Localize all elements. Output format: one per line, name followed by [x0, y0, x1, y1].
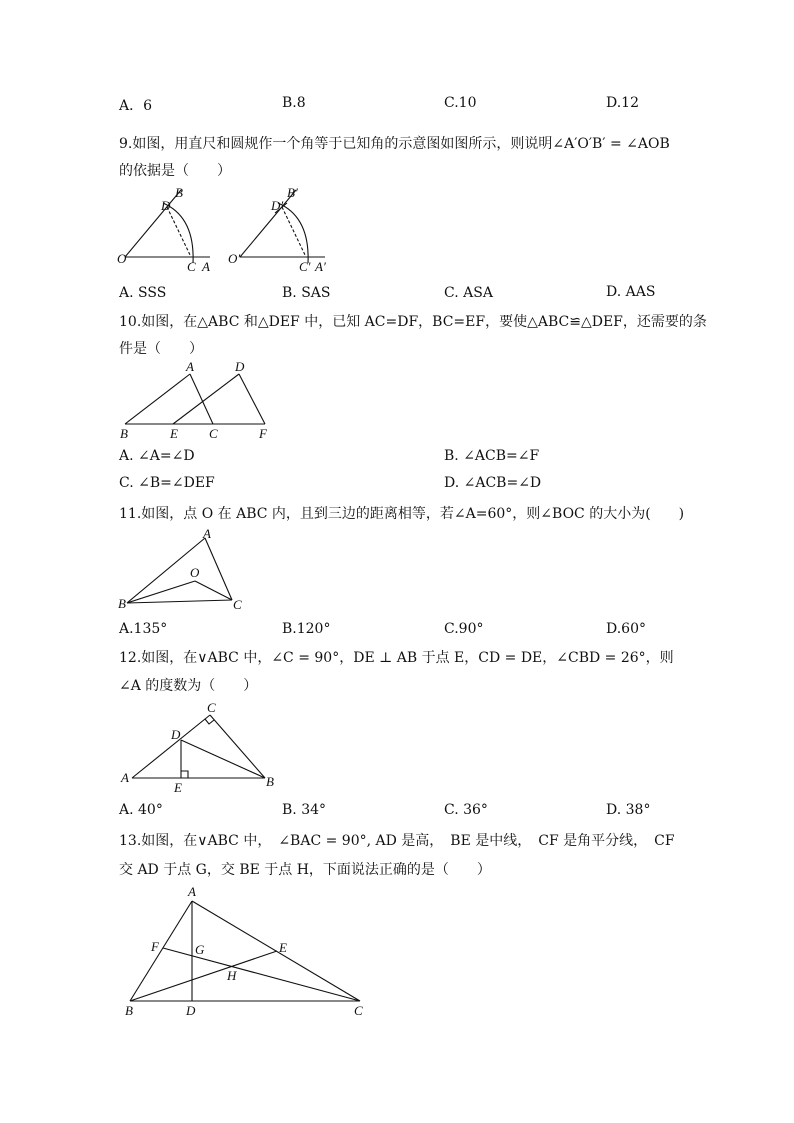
q11-figure	[115, 528, 255, 613]
q12-option-d: D. 38°	[606, 802, 651, 818]
q10-segment-ed	[173, 374, 239, 424]
q11-option-c: C.90°	[444, 621, 484, 637]
q12-label-e: E	[174, 780, 182, 795]
q10-figure	[115, 359, 285, 442]
q13-label-e: E	[279, 940, 287, 955]
q13-figure	[115, 883, 375, 1023]
q12-label-b: B	[266, 774, 274, 789]
q8-option-c: C.10	[444, 95, 477, 111]
q9-option-b: B. SAS	[282, 285, 331, 301]
q9-stem-line1: 9.如图，用直尺和圆规作一个角等于已知角的示意图如图所示，则说明∠A′O′B′ = ∠AOB	[119, 136, 670, 152]
q12-label-d: D	[171, 727, 181, 742]
q13-label-c: C	[354, 1003, 363, 1018]
q13-stem-line1: 13.如图，在∨ABC 中， ∠BAC = 90°, AD 是高， BE 是中线， CF 是角平分线， CF	[119, 833, 675, 849]
q12-stem-line1: 12.如图，在∨ABC 中，∠C = 90°，DE ⊥ AB 于点 E，CD = DE，∠CBD = 26°，则	[119, 650, 674, 666]
q11-segment-bo	[127, 581, 195, 603]
q11-segment-bc	[127, 600, 232, 603]
q13-label-a: A	[188, 884, 196, 899]
q12-label-c: C	[207, 700, 216, 715]
q10-label-d: D	[235, 359, 245, 374]
q11-option-d: D.60°	[606, 621, 646, 637]
q10-option-d: D. ∠ACB=∠D	[444, 475, 542, 491]
q9-label-c: C	[187, 259, 196, 274]
q12-label-a: A	[121, 770, 129, 785]
q12-option-a: A. 40°	[119, 802, 163, 818]
q11-option-b: B.120°	[282, 621, 331, 637]
q11-label-b: B	[118, 596, 126, 611]
q12-figure	[115, 700, 285, 795]
q9-option-d: D. AAS	[606, 284, 656, 300]
q10-label-a: A	[186, 359, 194, 374]
q10-segment-ac	[190, 374, 213, 424]
q12-segment-db	[181, 740, 265, 778]
q11-label-a: A	[203, 526, 211, 541]
q9-ray-ob	[125, 190, 181, 257]
q9-stem-line2: 的依据是（ ）	[119, 163, 231, 179]
q13-label-g: G	[195, 942, 205, 957]
q10-label-b: B	[120, 426, 128, 441]
q9-label-o-prime: O′	[228, 251, 241, 266]
q8-option-d: D.12	[606, 95, 639, 111]
q10-option-a: A. ∠A=∠D	[119, 448, 195, 464]
q9-label-b: B	[175, 185, 183, 200]
q12-option-b: B. 34°	[282, 802, 327, 818]
q10-option-b: B. ∠ACB=∠F	[444, 448, 540, 464]
q12-segment-cb	[210, 715, 265, 778]
q11-option-a: A.135°	[119, 621, 168, 637]
q10-label-f: F	[259, 426, 267, 441]
q10-segment-ba	[125, 374, 190, 424]
q13-stem-line2: 交 AD 于点 G，交 BE 于点 H，下面说法正确的是（ ）	[119, 862, 491, 878]
q13-label-f: F	[151, 939, 159, 954]
q9-label-c-prime: C′	[299, 259, 311, 274]
q10-stem-line1: 10.如图，在△ABC 和△DEF 中，已知 AC=DF，BC=EF，要使△ABC≌△DEF，还需要的条	[119, 314, 707, 330]
q10-label-e: E	[170, 426, 178, 441]
q9-label-a-prime: A′	[315, 259, 326, 274]
q13-segment-ba	[130, 901, 192, 1001]
q9-label-d-prime: D′	[271, 198, 284, 213]
q11-label-o: O	[190, 565, 200, 580]
q10-option-c: C. ∠B=∠DEF	[119, 475, 215, 491]
q11-stem-line1: 11.如图，点 O 在 ABC 内，且到三边的距离相等，若∠A=60°，则∠BOC 的大小为( )	[119, 506, 685, 522]
q13-label-h: H	[227, 968, 237, 983]
q8-option-a: A．6	[119, 98, 153, 114]
q11-segment-oc	[195, 581, 232, 600]
q12-right-angle-e	[181, 771, 188, 778]
q9-ray-o2b2	[240, 190, 296, 257]
q9-label-a: A	[202, 259, 210, 274]
q10-label-c: C	[209, 426, 218, 441]
q9-option-a: A. SSS	[119, 285, 167, 301]
q10-segment-df	[239, 374, 265, 424]
q12-segment-ac	[132, 715, 210, 778]
q12-stem-line2: ∠A 的度数为（ ）	[119, 678, 258, 694]
q9-figure	[115, 185, 345, 275]
q13-label-b: B	[125, 1003, 133, 1018]
q9-label-o: O	[117, 251, 127, 266]
q8-option-b: B.8	[282, 95, 306, 111]
q12-option-c: C. 36°	[444, 802, 488, 818]
q10-stem-line2: 件是（ ）	[119, 341, 203, 357]
q9-label-b-prime: B′	[287, 185, 298, 200]
q11-label-c: C	[233, 597, 242, 612]
q12-right-angle-c	[205, 719, 214, 724]
q9-option-c: C. ASA	[444, 285, 493, 301]
q13-label-d: D	[186, 1003, 196, 1018]
q11-segment-ac	[205, 538, 232, 600]
q9-label-d: D	[161, 198, 171, 213]
